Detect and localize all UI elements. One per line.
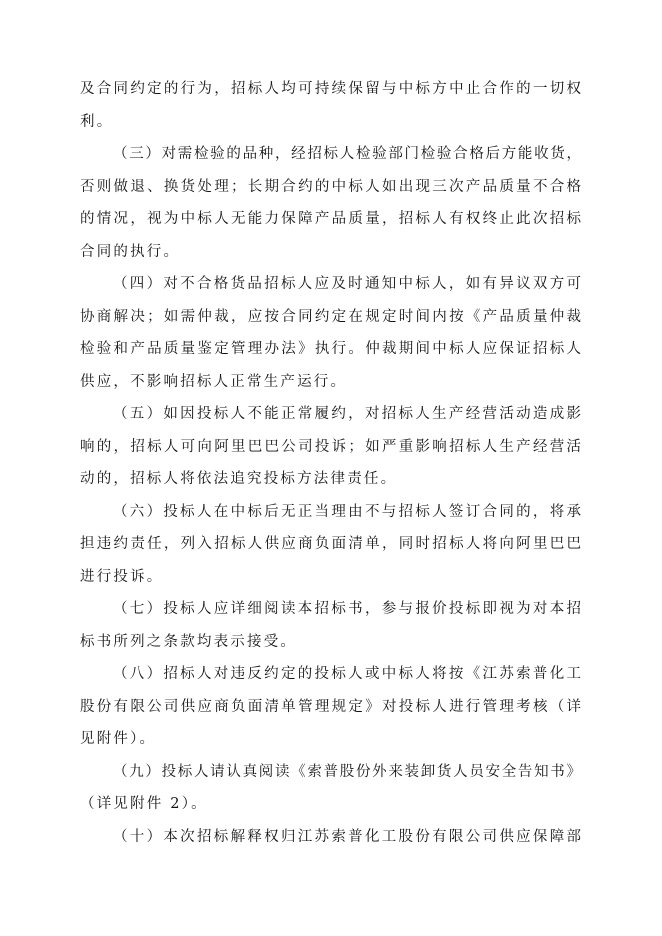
text-line: 利。	[80, 113, 114, 130]
document-body	[80, 73, 582, 853]
paragraph-item-6	[80, 496, 582, 594]
paragraph-item-10	[80, 821, 582, 854]
text-line: 协商解决；如需仲裁，应按合同约定在规定时间内按《产品质量仲裁	[80, 308, 582, 325]
text-line: （四）对不合格货品招标人应及时通知中标人，如有异议双方可	[113, 276, 582, 292]
text-line: （详见附件 2）。	[80, 796, 208, 812]
text-line: 的情况，视为中标人无能力保障产品质量，招标人有权终止此次招标	[80, 211, 582, 227]
text-line: 合同的执行。	[80, 243, 181, 260]
text-line: 担违约责任，列入招标人供应商负面清单，同时招标人将向阿里巴巴	[80, 536, 582, 552]
text-line: 见附件）。	[80, 731, 157, 747]
paragraph-item-7	[80, 593, 582, 658]
text-line: 否则做退、换货处理；长期合约的中标人如出现三次产品质量不合格	[80, 178, 582, 195]
text-line: 供应，不影响招标人正常生产运行。	[80, 373, 348, 390]
text-line: （六）投标人在中标后无正当理由不与招标人签订合同的，将承	[113, 503, 582, 520]
text-line: 检验和产品质量鉴定管理办法》执行。仲裁期间中标人应保证招标人	[80, 341, 582, 357]
text-line: （七）投标人应详细阅读本招标书，参与报价投标即视为对本招	[113, 601, 582, 617]
text-line: 响的，招标人可向阿里巴巴公司投诉；如严重影响招标人生产经营活	[80, 438, 582, 455]
text-line: 动的，招标人将依法追究投标方法律责任。	[80, 471, 398, 487]
paragraph-item-8	[80, 658, 582, 756]
text-line: 及合同约定的行为，招标人均可持续保留与中标方中止合作的一切权	[80, 81, 582, 97]
text-line: （五）如因投标人不能正常履约，对招标人生产经营活动造成影	[113, 406, 582, 422]
text-line: 股份有限公司供应商负面清单管理规定》对投标人进行管理考核（详	[80, 698, 582, 715]
paragraph-item-9	[80, 756, 582, 821]
paragraph-item-5	[80, 398, 582, 496]
text-line: （三）对需检验的品种，经招标人检验部门检验合格后方能收货，	[113, 146, 582, 162]
paragraph-item-4	[80, 268, 582, 398]
text-line: 进行投诉。	[80, 568, 164, 585]
text-line: （十）本次招标解释权归江苏索普化工股份有限公司供应保障部	[113, 828, 582, 845]
text-line: （八）招标人对违反约定的投标人或中标人将按《江苏索普化工	[113, 666, 582, 682]
paragraph-item-3	[80, 138, 582, 268]
text-line: 标书所列之条款均表示接受。	[80, 633, 298, 650]
text-line: （九）投标人请认真阅读《索普股份外来装卸货人员安全告知书》	[113, 763, 582, 780]
paragraph-continuation	[80, 73, 582, 138]
